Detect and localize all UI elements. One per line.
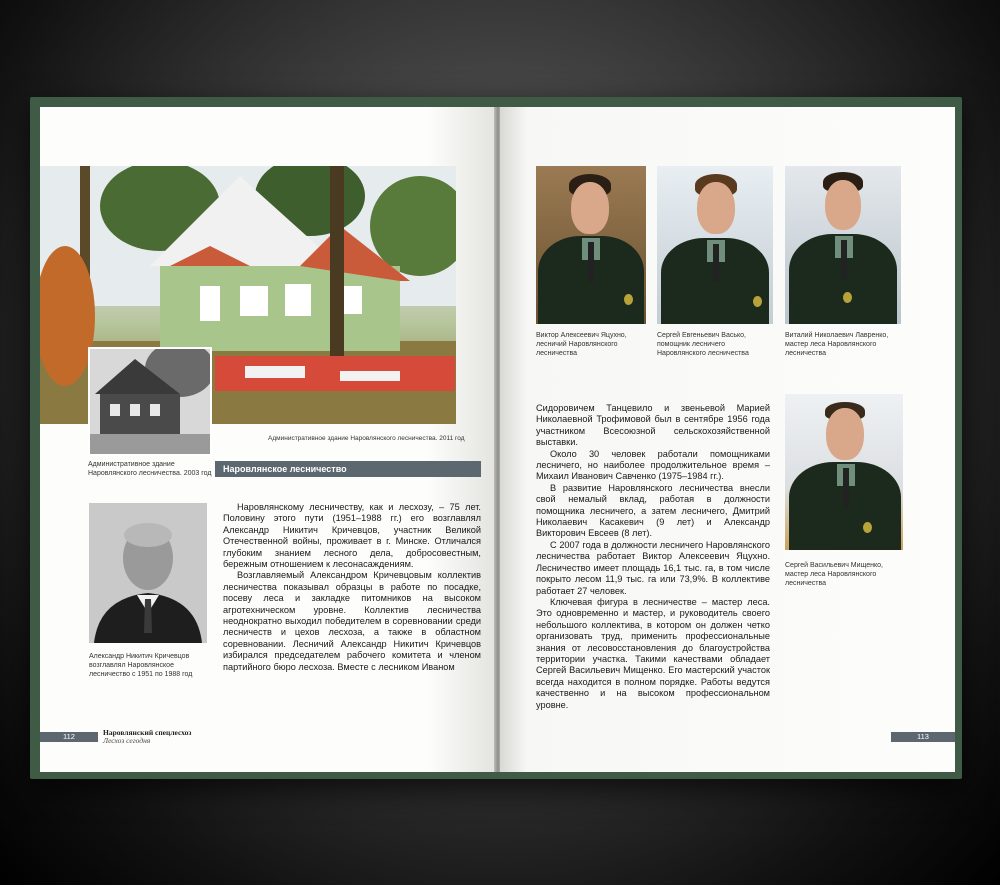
left-paragraph: Возглавляемый Александром Кричевцовым коллектив лесничества показывал образцы в работе по посадке, посеву леса и закладке питомников на высоком агротехническом уровне. Коллектив лесничества неоднократно выходил победителем в соревновании среди лесничеств и цехов лесхоза, а также в областном соревновании. Лесничий Александр Никитич Кричевцов избирался председателем рабочего комитета и членом партийного бюро лесхоза. Вместе с лесником Иваном (223, 570, 481, 672)
staff-caption-1: Виктор Алексеевич Яцухно, лесничий Наровлянского лесничества (536, 332, 627, 357)
running-head-title: Наровлянский спецлесхоз (103, 728, 192, 737)
right-page-number: 113 (891, 732, 955, 742)
old-house-photo-caption: Административное здание Наровлянского лесничества. 2003 год (88, 461, 212, 477)
left-running-head (103, 729, 253, 745)
staff-portrait-1 (536, 166, 646, 324)
right-paragraph: В развитие Наровлянского лесничества внесли свой немалый вклад, работая в должности помощника лесничего, а затем лесничего, Дмитрий Николаевич Касакевич (9 лет) и Александр Викторович Евсеев (8 лет). (536, 482, 770, 539)
staff-caption-4: Сергей Васильевич Мищенко, мастер леса Наровлянского лесничества (785, 562, 883, 587)
left-page-number: 112 (40, 732, 98, 742)
right-paragraph: Сидоровичем Танцевило и звеньевой Марией Николаевной Трофимовой был в сентябре 1956 года участником Всесоюзной сельскохозяйственной выставки. (536, 403, 770, 448)
right-paragraph: Ключевая фигура в лесничестве – мастер леса. Это одновременно и мастер, и руководитель своего небольшого коллектива, в котором он должен четко организовать труд, применить профессиональные знания от лесовосстановления до благоустройства территории участка. Такими качествами обладает Сергей Васильевич Мищенко. Его мастерский участок всегда находится в полном порядке. Работы ведутся качественно и на высоком профессиональном уровне. (536, 596, 770, 710)
left-paragraph: Наровлянскому лесничеству, как и лесхозу, – 75 лет. Половину этого пути (1951–1988 гг.) его возглавлял Александр Никитич Кричевцов, участник Великой Отечественной войны, проживает в г. Минске. Отличался глубоким знанием лесного дела, добросовестным, бережным отношением к лесонасаждениям. (223, 502, 481, 570)
staff-caption-3: Виталий Николаевич Лавренко, мастер леса Наровлянского лесничества (785, 332, 889, 357)
left-body-text (223, 502, 481, 673)
krichevtsov-portrait (89, 503, 207, 643)
staff-portrait-3 (785, 166, 901, 324)
section-title: Наровлянское лесничество (215, 461, 481, 477)
house-photo-caption: Административное здание Наровлянского лесничества. 2011 год (268, 435, 465, 442)
running-head-subtitle: Лесхоз сегодня (103, 736, 151, 745)
right-paragraph: С 2007 года в должности лесничего Наровлянского лесничества работает Виктор Алексеевич Яцухно. Лесничество имеет площадь 16,1 тыс. га, в том числе покрыто лесом 11,9 тыс. га или 73,9%. В коллективе работает 27 человек. (536, 539, 770, 596)
staff-portrait-2 (657, 166, 773, 324)
right-body-text (536, 403, 770, 711)
old-house-photo (88, 347, 212, 456)
right-paragraph: Около 30 человек работали помощниками лесничего, но наиболее продолжительное время – Михаил Иванович Савченко (1975–1984 гг.). (536, 448, 770, 482)
staff-portrait-4 (785, 394, 903, 550)
krichevtsov-caption: Александр Никитич Кричевцов возглавлял Наровлянское лесничество с 1951 по 1988 год (89, 653, 193, 678)
staff-caption-2: Сергей Евгеньевич Васько, помощник лесничего Наровлянского лесничества (657, 332, 749, 357)
